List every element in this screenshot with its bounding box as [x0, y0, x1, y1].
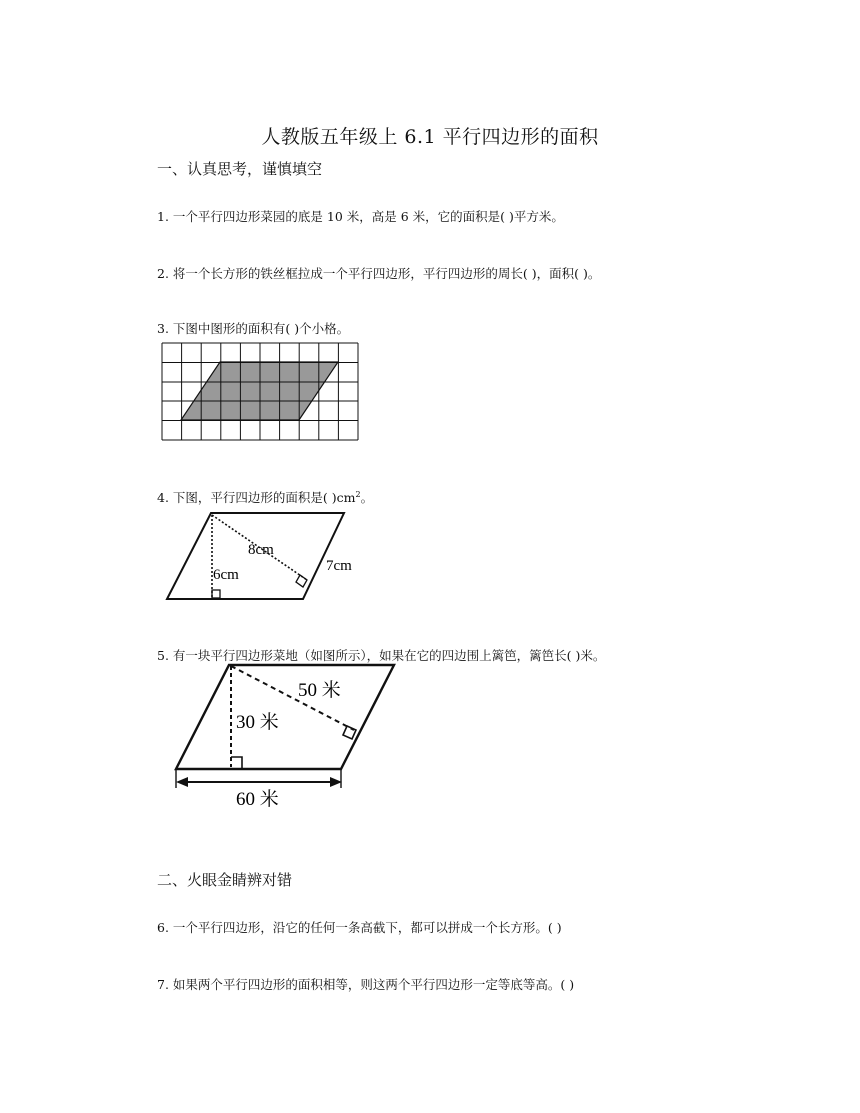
- section-heading-true-false: 二、火眼金睛辨对错: [157, 871, 293, 889]
- height-label-4: 6cm: [213, 567, 239, 583]
- parallelogram-figure-4: [160, 508, 380, 603]
- question-2: 2. 将一个长方形的铁丝框拉成一个平行四边形，平行四边形的周长( )，面积( )。: [157, 266, 601, 281]
- question-5: 5. 有一块平行四边形菜地（如图所示），如果在它的四边围上篱笆，篱笆长( )米。: [157, 648, 606, 663]
- question-4-end: 。: [360, 490, 374, 505]
- right-angle-mark-side-4: [296, 575, 307, 587]
- base-label-5: 60 米: [236, 789, 279, 810]
- parallelogram-outline-5: [176, 665, 394, 769]
- right-angle-mark-base-4: [212, 590, 220, 598]
- question-4: [157, 488, 373, 506]
- page-title: 人教版五年级上 6.1 平行四边形的面积: [261, 126, 599, 148]
- base-arrow-right-5: [330, 777, 342, 787]
- question-1: 1. 一个平行四边形菜园的底是 10 米，高是 6 米，它的面积是( )平方米。: [157, 209, 564, 224]
- question-4-text: 4. 下图，平行四边形的面积是( )cm: [157, 490, 356, 505]
- question-7: 7. 如果两个平行四边形的面积相等，则这两个平行四边形一定等底等高。( ): [157, 977, 575, 992]
- section-heading-fill-blank: 一、认真思考，谨慎填空: [157, 160, 323, 178]
- question-6: 6. 一个平行四边形，沿它的任何一条高截下，都可以拼成一个长方形。( ): [157, 920, 562, 935]
- height-label-5: 30 米: [236, 712, 279, 733]
- diagonal-label-4: 8cm: [248, 542, 274, 558]
- grid-parallelogram-figure: [161, 342, 361, 442]
- base-arrow-left-5: [176, 777, 188, 787]
- right-angle-mark-side-5: [343, 726, 356, 739]
- grid-lines: [162, 343, 358, 440]
- side-label-4: 7cm: [326, 558, 352, 574]
- right-angle-mark-base-5: [231, 757, 242, 768]
- parallelogram-figure-5: [170, 660, 410, 815]
- diagonal-label-5: 50 米: [298, 680, 341, 701]
- question-3: 3. 下图中图形的面积有( )个小格。: [157, 321, 350, 336]
- question-4-superscript: 2: [355, 489, 361, 499]
